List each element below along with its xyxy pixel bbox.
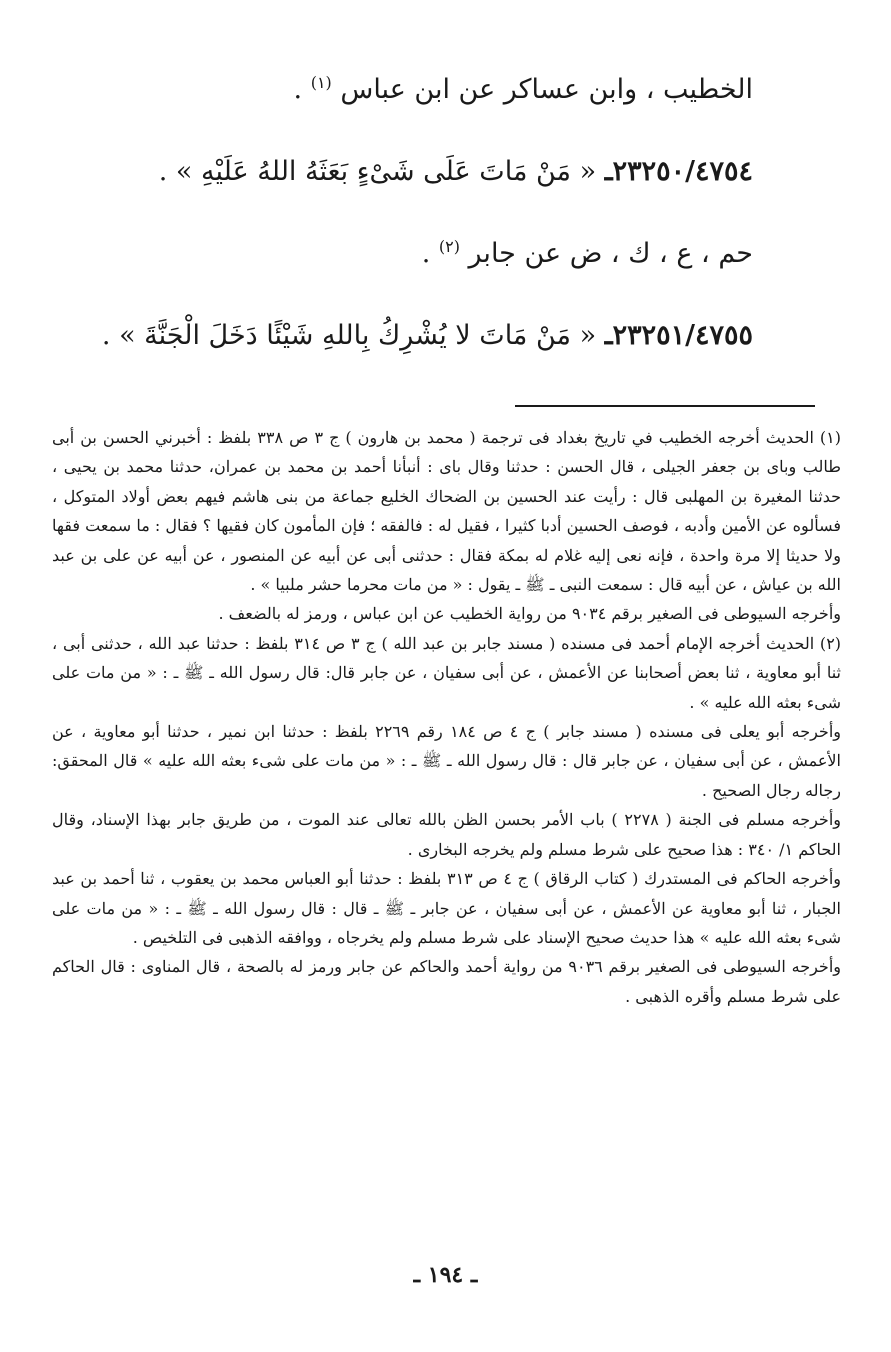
- footnote-ref-1: (١): [310, 73, 332, 92]
- footnotes: [52, 423, 841, 1011]
- hadith-4755: [53, 316, 753, 356]
- hadith-number: ٢٣٢٥٠/٤٧٥٤ـ: [604, 156, 753, 187]
- line-3-end: .: [421, 238, 439, 269]
- hadith-4754: [53, 152, 753, 192]
- footnote-divider: [515, 405, 815, 407]
- footnote-2-muslim: وأخرجه مسلم فى الجنة ( ٢٢٧٨ ) باب الأمر بحسن الظن بالله تعالى عند الموت ، من طريق جابر بهذا الإسناد، وقال الحاكم ١/ ٣٤٠ : هذا صحيح على شرط مسلم ولم يخرجه البخارى .: [52, 810, 841, 859]
- line-1-end: .: [293, 74, 311, 105]
- footnote-ref-2: (٢): [438, 237, 460, 256]
- hadith-number: ٢٣٢٥١/٤٧٥٥ـ: [604, 320, 753, 351]
- hadith-text: « مَنْ مَاتَ عَلَى شَىْءٍ بَعَثَهُ اللهُ عَلَيْهِ » .: [158, 156, 605, 187]
- main-text-line-3: [53, 234, 753, 274]
- line-1-text: الخطيب ، وابن عساكر عن ابن عباس: [331, 74, 753, 105]
- footnote-1-continued: وأخرجه السيوطى فى الصغير برقم ٩٠٣٤ من رواية الخطيب عن ابن عباس ، ورمز له بالضعف .: [218, 604, 841, 624]
- main-text-line-1: [53, 70, 753, 110]
- footnote-2: (٢) الحديث أخرجه الإمام أحمد فى مسنده ( مسند جابر بن عبد الله ) ج ٣ ص ٣١٤ بلفظ : حدثنا عبد الله ، حدثنى أبى ، ثنا أبو معاوية ، ثنا بعض أصحابنا عن الأعمش ، عن أبى سفيان ، عن جابر قال: قال رسول الله ـ ﷺ ـ : « من مات على شىء بعثه الله عليه » .: [52, 633, 842, 712]
- hadith-text: « مَنْ مَاتَ لا يُشْرِكُ بِاللهِ شَيْئًا دَخَلَ الْجَنَّةَ » .: [101, 320, 605, 351]
- page-number: ـ ١٩٤ ـ: [413, 1262, 478, 1288]
- footnote-2-suyuti: وأخرجه السيوطى فى الصغير برقم ٩٠٣٦ من رواية أحمد والحاكم عن جابر ورمز له بالصحة ، قال المناوى : قال الحاكم على شرط مسلم وأقره الذهبى .: [52, 957, 841, 1006]
- footnote-2-abu-yala: وأخرجه أبو يعلى فى مسنده ( مسند جابر ) ج ٤ ص ١٨٤ رقم ٢٢٦٩ بلفظ : حدثنا ابن نمير ، حدثنا أبو معاوية ، عن الأعمش ، عن أبى سفيان ، عن جابر قال : قال رسول الله ـ ﷺ ـ : « من مات على شىء بعثه الله عليه » قال المحقق: رجاله رجال الصحيح .: [52, 722, 841, 800]
- footnote-2-hakim: وأخرجه الحاكم فى المستدرك ( كتاب الرقاق ) ج ٤ ص ٣١٣ بلفظ : حدثنا أبو العباس محمد بن يعقوب ، ثنا أحمد بن عبد الجبار ، ثنا أبو معاوية عن الأعمش ، عن أبى سفيان ، عن جابر ـ ﷺ ـ قال : قال رسول الله ـ ﷺ ـ : « من مات على شىء بعثه الله عليه » هذا حديث صحيح الإسناد على شرط مسلم ولم يخرجاه ، ووافقه الذهبى فى التلخيص .: [52, 869, 842, 947]
- line-3-text: حم ، ع ، ك ، ض عن جابر: [459, 238, 753, 269]
- footnote-1: (١) الحديث أخرجه الخطيب في تاريخ بغداد فى ترجمة ( محمد بن هارون ) ج ٣ ص ٣٣٨ بلفظ : أخبرني الحسن بن أبى طالب وباى بن جعفر الجيلى ، قال الحسن : حدثنا وقال باى : أنبأنا أحمد بن محمد بن عمران، حدثنا محمد بن يحيى ، حدثنا المغيرة بن المهلبى قال : رأيت عند الحسين بن الضحاك الخليع جماعة من بنى هاشم فيهم بعض أولاد المتوكل ، فسألوه عن الأمين وأدبه ، فوصف الحسين أدبا كثيرا ، فقيل له : فالفقه ؛ فإن المأمون كان فقيها ؟ فقال : ما سمعت فقها ولا حديثا إلا مرة واحدة ، فإنه نعى إليه غلام له بمكة فقال : حدثنى أبى عن أبيه عن المنصور ، عن أبيه عن على بن عبد الله بن عياش ، عن أبيه قال : سمعت النبى ـ ﷺ ـ يقول : « من مات محرما حشر ملبيا » .: [52, 428, 842, 595]
